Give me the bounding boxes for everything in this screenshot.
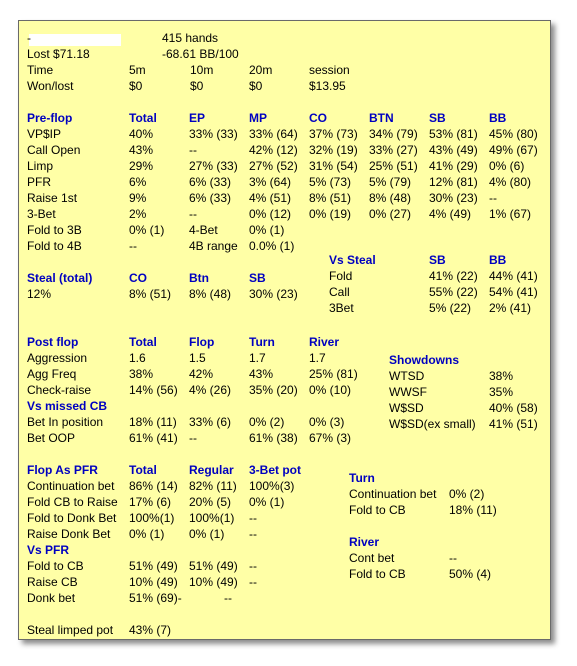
- stat-cell: --: [249, 511, 257, 525]
- stat-cell: 8% (48): [369, 191, 412, 205]
- fold-to-4b-label: Fold to 4B: [27, 239, 82, 253]
- preflop-title: Pre-flop: [27, 111, 73, 125]
- player-mark: -: [27, 31, 31, 45]
- showdown-row-label: WWSF: [389, 385, 427, 399]
- stat-cell: 5% (22): [429, 301, 472, 315]
- stat-cell: 51% (49): [129, 559, 178, 573]
- flop-pfr-col-regular: Regular: [189, 463, 234, 477]
- stat-cell: 50% (4): [449, 567, 492, 581]
- stat-cell: 33% (27): [369, 143, 418, 157]
- postflop-col-total: Total: [129, 335, 157, 349]
- stat-cell: 0% (1): [189, 527, 225, 541]
- stat-cell: --: [249, 527, 257, 541]
- stat-cell: --: [189, 431, 197, 445]
- stat-cell: 33% (64): [249, 127, 298, 141]
- vs-missed-cb-title: Vs missed CB: [27, 399, 108, 413]
- turn-row-label: Fold to CB: [349, 503, 406, 517]
- stat-cell: 53% (81): [429, 127, 478, 141]
- showdown-row-label: WTSD: [389, 369, 425, 383]
- player-name-redacted: [29, 34, 121, 46]
- stat-cell: 61% (38): [249, 431, 298, 445]
- postflop-title: Post flop: [27, 335, 79, 349]
- stat-cell: 10% (49): [129, 575, 178, 589]
- stat-cell: 42% (12): [249, 143, 298, 157]
- flop-pfr-row-label: Raise Donk Bet: [27, 527, 111, 541]
- stat-cell: 5% (73): [309, 175, 352, 189]
- vs-pfr-row-label: Donk bet: [27, 591, 76, 605]
- stat-cell: 1% (67): [489, 207, 532, 221]
- stat-cell: 18% (11): [129, 415, 177, 429]
- river-row-label: Cont bet: [349, 551, 395, 565]
- wonlost-5m: $0: [129, 79, 143, 93]
- stat-cell: 33% (33): [189, 127, 238, 141]
- stat-cell: 40% (58): [489, 401, 538, 415]
- stat-cell: 3% (64): [249, 175, 292, 189]
- lost-amount: Lost $71.18: [27, 47, 90, 61]
- four-bet-label: 4-Bet: [189, 223, 218, 237]
- postflop-row-label: Agg Freq: [27, 367, 77, 381]
- river-title: River: [349, 535, 380, 549]
- stat-cell: 38%: [489, 369, 514, 383]
- stat-cell: 14% (56): [129, 383, 178, 397]
- vs-steal-col-sb: SB: [429, 253, 446, 267]
- stat-cell: 0% (6): [489, 159, 525, 173]
- stat-cell: 54% (41): [489, 285, 538, 299]
- stat-cell: 100%(1): [129, 511, 175, 525]
- preflop-col-co: CO: [309, 111, 327, 125]
- stat-cell: --: [189, 207, 197, 221]
- postflop-row-label: Aggression: [27, 351, 88, 365]
- stat-cell: 67% (3): [309, 431, 352, 445]
- stat-cell: 0% (1): [129, 527, 165, 541]
- wonlost-session: $13.95: [309, 79, 346, 93]
- vs-steal-col-bb: BB: [489, 253, 507, 267]
- stat-cell: 41% (22): [429, 269, 478, 283]
- postflop-col-turn: Turn: [249, 335, 275, 349]
- vs-steal-row-label: 3Bet: [329, 301, 354, 315]
- turn-title: Turn: [349, 471, 375, 485]
- time-col-session: session: [309, 63, 350, 77]
- preflop-row-label: PFR: [27, 175, 51, 189]
- stat-cell: 100%(1): [189, 511, 235, 525]
- showdowns-title: Showdowns: [389, 353, 459, 367]
- stat-cell: 4% (26): [189, 383, 232, 397]
- stat-cell: 0% (2): [249, 415, 285, 429]
- postflop-col-flop: Flop: [189, 335, 215, 349]
- stat-cell: 0% (2): [449, 487, 485, 501]
- vs-steal-row-label: Call: [329, 285, 350, 299]
- flop-pfr-col-3bet-pot: 3-Bet pot: [249, 463, 301, 477]
- stat-cell: 6% (33): [189, 175, 232, 189]
- stat-cell: 20% (5): [189, 495, 232, 509]
- stat-cell: 10% (49): [189, 575, 238, 589]
- hands-count: 415 hands: [162, 31, 219, 45]
- preflop-row-label: 3-Bet: [27, 207, 56, 221]
- time-col-5m: 5m: [129, 63, 146, 77]
- stat-cell: 4% (51): [249, 191, 292, 205]
- wonlost-20m: $0: [249, 79, 263, 93]
- flop-pfr-row-label: Fold to Donk Bet: [27, 511, 117, 525]
- stat-cell: 25% (51): [369, 159, 418, 173]
- stat-cell: 1.5: [189, 351, 206, 365]
- stat-cell: 17% (6): [129, 495, 172, 509]
- stat-cell: 27% (52): [249, 159, 298, 173]
- stat-cell: 30% (23): [429, 191, 478, 205]
- stat-cell: 0% (10): [309, 383, 352, 397]
- stat-cell: 6% (33): [189, 191, 232, 205]
- postflop-row-label: Check-raise: [27, 383, 92, 397]
- flop-pfr-col-total: Total: [129, 463, 157, 477]
- preflop-row-label: VP$IP: [27, 127, 62, 141]
- wonlost-10m: $0: [190, 79, 204, 93]
- stat-cell: 41% (51): [489, 417, 538, 431]
- steal-limped-pot-value: 43% (7): [129, 623, 172, 637]
- stat-cell: 51% (49): [189, 559, 238, 573]
- fold-to-4b-value: --: [129, 239, 137, 253]
- stat-cell: 43%: [249, 367, 274, 381]
- stat-cell: 30% (23): [249, 287, 298, 301]
- stat-cell: 45% (80): [489, 127, 538, 141]
- stat-cell: 1.7: [249, 351, 266, 365]
- stat-cell: 1.7: [309, 351, 326, 365]
- showdown-row-label: W$SD: [389, 401, 424, 415]
- steal-col-co: CO: [129, 271, 147, 285]
- stat-cell: 18% (11): [449, 503, 497, 517]
- missed-cb-row-label: Bet In position: [27, 415, 104, 429]
- stat-cell: 51% (69)-: [129, 591, 182, 605]
- stat-cell: 9%: [129, 191, 147, 205]
- time-label: Time: [27, 63, 54, 77]
- stat-cell: 12% (81): [429, 175, 478, 189]
- steal-limped-pot-label: Steal limped pot: [27, 623, 114, 637]
- flop-pfr-row-label: Continuation bet: [27, 479, 115, 493]
- stat-cell: 0% (1): [249, 495, 285, 509]
- stat-cell: --: [189, 143, 197, 157]
- preflop-col-ep: EP: [189, 111, 206, 125]
- stat-cell: 100%(3): [249, 479, 295, 493]
- vs-pfr-row-label: Fold to CB: [27, 559, 84, 573]
- stat-cell: 6%: [129, 175, 147, 189]
- stat-cell: 43% (49): [429, 143, 478, 157]
- preflop-row-label: Limp: [27, 159, 54, 173]
- stat-cell: 44% (41): [489, 269, 538, 283]
- stat-cell: 61% (41): [129, 431, 178, 445]
- hud-stats-popup: [18, 20, 551, 640]
- stat-cell: 0% (12): [249, 207, 292, 221]
- vs-pfr-row-label: Raise CB: [27, 575, 78, 589]
- stat-cell: 55% (22): [429, 285, 478, 299]
- stat-cell: 86% (14): [129, 479, 178, 493]
- stat-cell: 2%: [129, 207, 147, 221]
- stat-cell: 35%: [489, 385, 514, 399]
- preflop-col-total: Total: [129, 111, 157, 125]
- stat-cell: 0% (19): [309, 207, 352, 221]
- stat-cell: 4% (49): [429, 207, 472, 221]
- stat-cell: --: [449, 551, 457, 565]
- wonlost-label: Won/lost: [27, 79, 74, 93]
- stat-cell: 1.6: [129, 351, 146, 365]
- stat-cell: 0% (27): [369, 207, 412, 221]
- four-bet-range-value: 0.0% (1): [249, 239, 295, 253]
- stat-cell: 25% (81): [309, 367, 358, 381]
- stat-cell: 2% (41): [489, 301, 532, 315]
- stat-cell: 37% (73): [309, 127, 358, 141]
- stat-cell: 33% (6): [189, 415, 232, 429]
- stat-cell: 40%: [129, 127, 154, 141]
- preflop-row-label: Raise 1st: [27, 191, 78, 205]
- stat-cell: 8% (51): [129, 287, 172, 301]
- preflop-col-bb: BB: [489, 111, 507, 125]
- stat-cell: 5% (79): [369, 175, 412, 189]
- stat-cell: --: [249, 575, 257, 589]
- steal-col-btn: Btn: [189, 271, 209, 285]
- four-bet-value: 0% (1): [249, 223, 285, 237]
- stat-cell: 8% (51): [309, 191, 352, 205]
- preflop-col-sb: SB: [429, 111, 446, 125]
- preflop-row-label: Call Open: [27, 143, 81, 157]
- stat-cell: 27% (33): [189, 159, 238, 173]
- vs-pfr-title: Vs PFR: [27, 543, 70, 557]
- four-bet-range-label: 4B range: [189, 239, 238, 253]
- stat-cell: 8% (48): [189, 287, 232, 301]
- preflop-col-btn: BTN: [369, 111, 394, 125]
- river-row-label: Fold to CB: [349, 567, 406, 581]
- vs-steal-title: Vs Steal: [329, 253, 376, 267]
- postflop-col-river: River: [309, 335, 340, 349]
- stat-cell: 31% (54): [309, 159, 358, 173]
- steal-title: Steal (total): [27, 271, 93, 285]
- steal-col-sb: SB: [249, 271, 266, 285]
- stat-cell: 49% (67): [489, 143, 538, 157]
- stat-cell: 34% (79): [369, 127, 418, 141]
- stat-cell: --: [489, 191, 497, 205]
- turn-row-label: Continuation bet: [349, 487, 437, 501]
- stat-cell: 38%: [129, 367, 154, 381]
- stat-cell: 29%: [129, 159, 154, 173]
- time-col-20m: 20m: [249, 63, 273, 77]
- stat-cell: --: [224, 591, 232, 605]
- stat-cell: 42%: [189, 367, 214, 381]
- stat-cell: 35% (20): [249, 383, 298, 397]
- time-col-10m: 10m: [190, 63, 214, 77]
- missed-cb-row-label: Bet OOP: [27, 431, 76, 445]
- vs-steal-row-label: Fold: [329, 269, 353, 283]
- fold-to-3b-value: 0% (1): [129, 223, 165, 237]
- flop-pfr-title: Flop As PFR: [27, 463, 98, 477]
- stat-cell: 43%: [129, 143, 154, 157]
- stat-cell: --: [249, 559, 257, 573]
- flop-pfr-row-label: Fold CB to Raise: [27, 495, 118, 509]
- stat-cell: 0% (3): [309, 415, 345, 429]
- stat-cell: 82% (11): [189, 479, 237, 493]
- stat-cell: 32% (19): [309, 143, 358, 157]
- bb-per-100: -68.61 BB/100: [162, 47, 239, 61]
- stat-cell: 41% (29): [429, 159, 478, 173]
- steal-total-value: 12%: [27, 287, 52, 301]
- preflop-col-mp: MP: [249, 111, 267, 125]
- stat-cell: 4% (80): [489, 175, 532, 189]
- showdown-row-label: W$SD(ex small): [389, 417, 476, 431]
- fold-to-3b-label: Fold to 3B: [27, 223, 82, 237]
